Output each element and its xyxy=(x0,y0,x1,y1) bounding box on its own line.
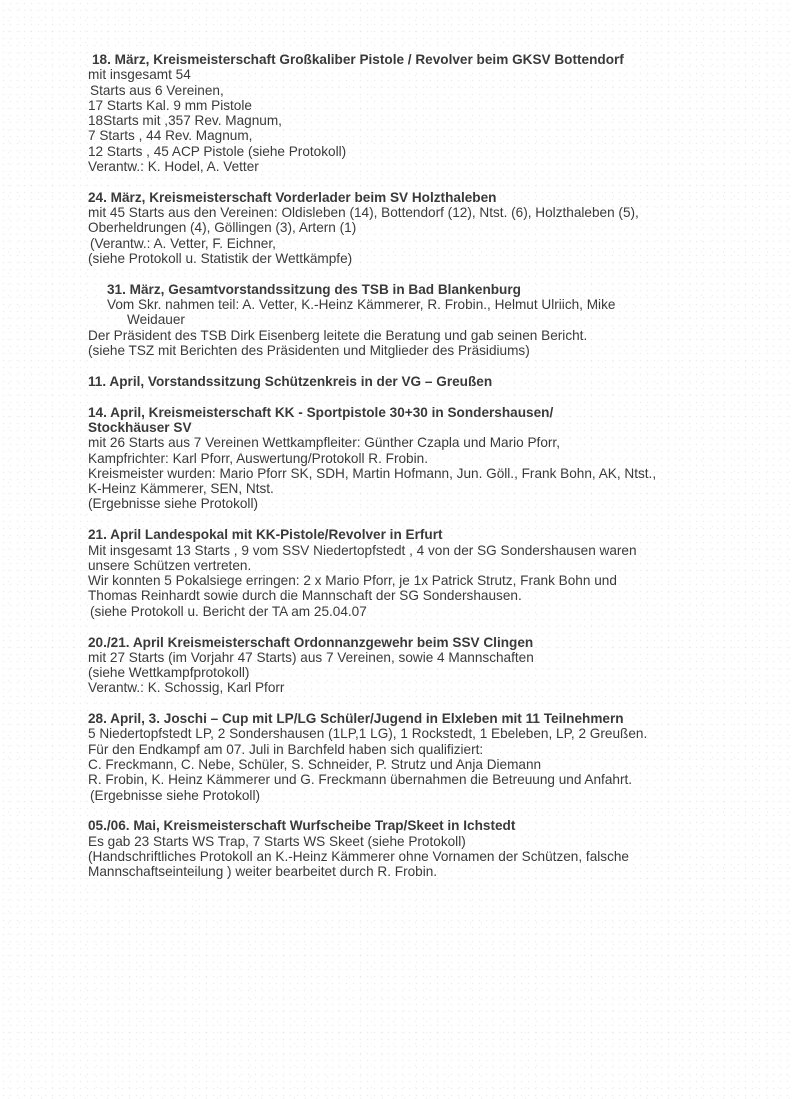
text-line: Es gab 23 Starts WS Trap, 7 Starts WS Skeet (siehe Protokoll) xyxy=(88,833,466,849)
section-wurfscheibe-ichstedt xyxy=(88,818,778,879)
text-line: 18Starts mit ,357 Rev. Magnum, xyxy=(88,113,282,129)
section-joschi-cup xyxy=(88,711,778,803)
text-line: (Ergebnisse siehe Protokoll) xyxy=(90,787,261,803)
section-vorderlader-holzthaleben xyxy=(88,190,778,266)
text-line: Kreismeister wurden: Mario Pforr SK, SDH, Martin Hofmann, Jun. Göll., Frank Bohn, AK, Ntst., xyxy=(88,465,657,481)
document-page xyxy=(88,52,778,895)
text-line: (Verantw.: A. Vetter, F. Eichner, xyxy=(90,235,276,251)
text-line: (Ergebnisse siehe Protokoll) xyxy=(88,496,259,512)
text-line: 12 Starts , 45 ACP Pistole (siehe Protokoll) xyxy=(88,143,347,159)
text-line: Wir konnten 5 Pokalsiege erringen: 2 x Mario Pforr, je 1x Patrick Strutz, Frank Bohn und xyxy=(88,573,617,589)
section-heading: 18. März, Kreismeisterschaft Großkaliber Pistole / Revolver beim GKSV Bottendorf xyxy=(92,52,624,67)
text-line: mit 26 Starts aus 7 Vereinen Wettkampfleiter: Günther Czapla und Mario Pforr, xyxy=(88,435,560,451)
text-line: Weidauer xyxy=(127,312,185,328)
text-line: unsere Schützen vertreten. xyxy=(88,557,252,573)
section-heading: 11. April, Vorstandssitzung Schützenkreis in der VG – Greußen xyxy=(88,373,493,389)
section-landespokal-erfurt xyxy=(88,527,778,619)
text-line: Stockhäuser SV xyxy=(88,419,192,435)
text-line: Oberheldrungen (4), Göllingen (3), Artern (1) xyxy=(88,220,357,236)
text-line: Mannschaftseinteilung ) weiter bearbeitet durch R. Frobin. xyxy=(88,864,438,880)
text-line: Vom Skr. nahmen teil: A. Vetter, K.-Heinz Kämmerer, R. Frobin., Helmut Ulriich, Mike xyxy=(107,297,616,313)
text-line: mit 45 Starts aus den Vereinen: Oldisleben (14), Bottendorf (12), Ntst. (6), Holzthaleben (5), xyxy=(88,205,639,221)
text-line: (siehe TSZ mit Berichten des Präsidenten und Mitglieder des Präsidiums) xyxy=(88,343,530,359)
text-line: Kampfrichter: Karl Pforr, Auswertung/Protokoll R. Frobin. xyxy=(88,450,428,466)
section-heading: 21. April Landespokal mit KK-Pistole/Revolver in Erfurt xyxy=(88,527,443,543)
section-heading: 28. April, 3. Joschi – Cup mit LP/LG Schüler/Jugend in Elxleben mit 11 Teilnehmern xyxy=(88,711,624,727)
section-tsb-gesamtvorstand xyxy=(88,282,778,358)
section-vorstand-greussen xyxy=(88,374,778,389)
section-heading: 24. März, Kreismeisterschaft Vorderlader beim SV Holzthaleben xyxy=(88,189,497,205)
section-kk-sportpistole xyxy=(88,405,778,512)
section-gksv-bottendorf xyxy=(88,52,778,174)
text-line: (Handschriftliches Protokoll an K.-Heinz Kämmerer ohne Vornamen der Schützen, falsche xyxy=(88,849,629,865)
text-line: (siehe Protokoll u. Bericht der TA am 25.04.07 xyxy=(90,603,367,619)
text-line: R. Frobin, K. Heinz Kämmerer und G. Freckmann übernahmen die Betreuung und Anfahrt. xyxy=(88,772,633,788)
text-line: K-Heinz Kämmerer, SEN, Ntst. xyxy=(88,481,274,497)
text-line: (siehe Wettkampfprotokoll) xyxy=(88,665,250,681)
section-heading: 05./06. Mai, Kreismeisterschaft Wurfscheibe Trap/Skeet in Ichstedt xyxy=(88,818,516,834)
text-line: Für den Endkampf am 07. Juli in Barchfeld haben sich qualifiziert: xyxy=(88,741,484,757)
section-ordonnanzgewehr-clingen xyxy=(88,635,778,696)
text-line: 5 Niedertopfstedt LP, 2 Sondershausen (1LP,1 LG), 1 Rockstedt, 1 Ebeleben, LP, 2 Greußen. xyxy=(88,726,648,742)
text-line: 7 Starts , 44 Rev. Magnum, xyxy=(88,128,253,144)
section-heading: 20./21. April Kreismeisterschaft Ordonnanzgewehr beim SSV Clingen xyxy=(88,634,534,650)
text-line: Starts aus 6 Vereinen, xyxy=(90,82,224,98)
section-heading: 14. April, Kreismeisterschaft KK - Sportpistole 30+30 in Sondershausen/ xyxy=(88,404,554,420)
text-line: C. Freckmann, C. Nebe, Schüler, S. Schneider, P. Strutz und Anja Diemann xyxy=(88,757,542,773)
text-line: Der Präsident des TSB Dirk Eisenberg leitete die Beratung und gab seinen Bericht. xyxy=(88,327,588,343)
text-line: Verantw.: K. Schossig, Karl Pforr xyxy=(88,680,285,696)
text-line: (siehe Protokoll u. Statistik der Wettkämpfe) xyxy=(88,251,353,267)
text-line: Verantw.: K. Hodel, A. Vetter xyxy=(88,159,259,175)
section-heading: 31. März, Gesamtvorstandssitzung des TSB in Bad Blankenburg xyxy=(107,281,521,297)
text-line: 17 Starts Kal. 9 mm Pistole xyxy=(88,97,252,113)
text-line: mit insgesamt 54 xyxy=(88,67,191,83)
text-line: Thomas Reinhardt sowie durch die Mannschaft der SG Sondershausen. xyxy=(88,588,522,604)
text-line: mit 27 Starts (im Vorjahr 47 Starts) aus 7 Vereinen, sowie 4 Mannschaften xyxy=(88,649,534,665)
text-line: Mit insgesamt 13 Starts , 9 vom SSV Niedertopfstedt , 4 von der SG Sondershausen waren xyxy=(88,542,637,558)
